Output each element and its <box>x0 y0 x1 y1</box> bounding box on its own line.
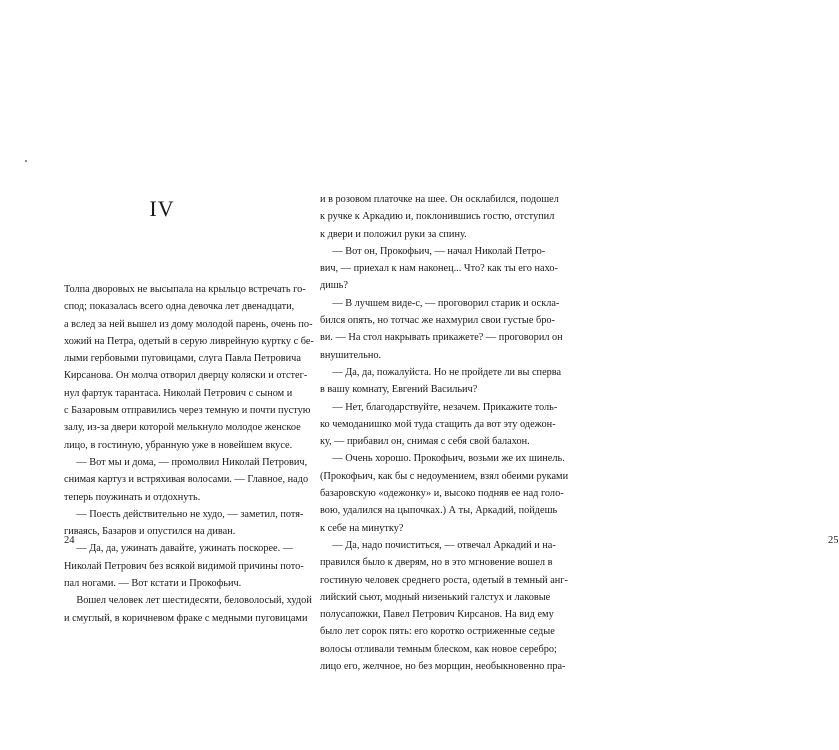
text-line: было лет сорок пять: его коротко остриженные седые <box>320 626 555 638</box>
text-line: к двери и положил руки за спину. <box>320 228 467 240</box>
text-line: лицо, в гостиную, убранную уже в новейшем вкусе. <box>64 439 293 451</box>
text-line: внушительно. <box>320 349 382 361</box>
text-line: ко чемоданишко мой туда стащить да вот эту одежон- <box>320 418 556 430</box>
text-line: вою, удалился на цыпочках.) А ты, Аркадий, пойдешь <box>320 505 558 517</box>
text-line: базаровскую «одежонку» и, высоко подняв ее над голо- <box>320 488 564 500</box>
text-line: хожий на Петра, одетый в серую ливрейную куртку с бе- <box>64 335 314 347</box>
left-page-text <box>64 281 314 627</box>
text-line: и смуглый, в коричневом фраке с медными пуговицами <box>64 612 308 624</box>
text-line: полусапожки, Павел Петрович Кирсанов. На вид ему <box>320 609 554 621</box>
text-line: и в розовом платочке на шее. Он осклабился, подошел <box>320 194 559 205</box>
page-mark <box>25 160 27 162</box>
text-line: снимая картуз и встряхивая волосами. — Главное, надо <box>64 474 309 486</box>
text-line: нул фартук тарантаса. Николай Петрович с сыном и <box>64 387 293 399</box>
right-page-number: 25 <box>828 535 839 546</box>
text-line: Николай Петрович без всякой видимой причины пото- <box>64 560 304 572</box>
left-page-number: 24 <box>64 535 75 546</box>
right-page-text <box>320 191 569 675</box>
text-line: — Поесть действительно не худо, — заметил, потя- <box>76 508 304 520</box>
text-line: Кирсанова. Он молча отворил дверцу коляски и отстег- <box>64 370 308 382</box>
text-line: лийский сьют, модный низенький галстух и лаковые <box>320 591 551 603</box>
text-line: — Вот он, Прокофьич, — начал Николай Петро- <box>332 245 546 257</box>
text-line: (Прокофьич, как бы с недоумением, взял обеими руками <box>320 470 569 482</box>
text-line: — Да, надо почиститься, — отвечал Аркадий и на- <box>332 539 556 551</box>
chapter-heading: IV <box>149 196 175 221</box>
text-line: в вашу комнату, Евгений Васильич? <box>320 384 478 396</box>
text-line: гиваясь, Базаров и опустился на диван. <box>64 526 236 538</box>
text-line: лицо его, желчное, но без морщин, необыкновенно пра- <box>320 661 566 673</box>
text-line: гостиную человек среднего роста, одетый в темный анг- <box>320 574 568 586</box>
text-line: — Нет, благодарствуйте, незачем. Прикажите толь- <box>332 401 558 413</box>
text-line: Толпа дворовых не высыпала на крыльцо встречать го- <box>64 284 306 295</box>
text-line: к ручке к Аркадию и, поклонившись гостю, отступил <box>320 211 555 223</box>
text-line: вич, — приехал к нам наконец... Что? как ты его нахо- <box>320 263 558 275</box>
text-line: теперь поужинать и отдохнуть. <box>64 491 201 503</box>
text-line: — В лучшем виде-с, — проговорил старик и оскла- <box>332 297 560 309</box>
left-page <box>0 0 314 750</box>
text-line: пал ногами. — Вот кстати и Прокофьич. <box>64 578 242 590</box>
text-line: — Да, да, ужинать давайте, ужинать поскорее. — <box>76 543 294 555</box>
text-line: лыми гербовыми пуговицами, слуга Павла Петровича <box>64 353 301 365</box>
text-line: ку, — прибавил он, снимая с себя свой балахон. <box>320 436 530 448</box>
text-line: с Базаровым отправились через темную и почти пустую <box>64 405 311 417</box>
text-line: волосы отливали темным блеском, как новое серебро; <box>320 643 557 655</box>
text-line: спод; показалась всего одна девочка лет двенадцати, <box>64 301 295 313</box>
text-line: бился опять, но тотчас же нахмурил свои густые бро- <box>320 315 555 327</box>
text-line: правился было к дверям, но в это мгновение вошел в <box>320 557 553 569</box>
text-line: ви. — На стол накрывать прикажете? — проговорил он <box>320 332 563 344</box>
text-line: — Да, да, пожалуйста. Но не пройдете ли вы сперва <box>332 366 562 378</box>
text-line: а вслед за ней вышел из дому молодой парень, очень по- <box>64 318 313 330</box>
text-line: Вошел человек лет шестидесяти, беловолосый, худой <box>76 595 312 607</box>
text-line: залу, из-за двери которой мелькнуло молодое женское <box>64 422 301 434</box>
text-line: — Вот мы и дома, — промолвил Николай Петрович, <box>76 456 308 468</box>
text-line: дишь? <box>320 280 348 292</box>
text-line: к себе на минутку? <box>320 522 404 534</box>
text-line: — Очень хорошо. Прокофьич, возьми же их шинель. <box>332 453 565 465</box>
